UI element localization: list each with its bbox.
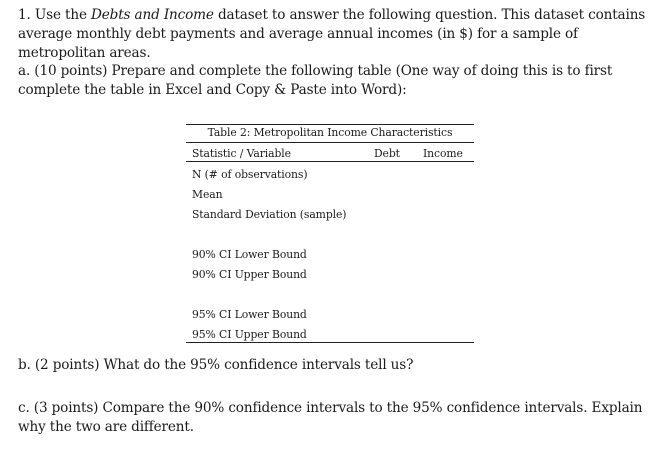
table-caption: Table 2: Metropolitan Income Characteristics [207,126,453,139]
row-label-n: N (# of observations) [192,168,308,181]
row-label-95-upper: 95% CI Upper Bound [192,328,307,341]
part-a-text: a. (10 points) Prepare and complete the following table (One way of doing this is to first complete the table in Excel and Copy & Paste into Word): [18,63,613,98]
part-b-text: b. (2 points) What do the 95% confidence intervals tell us? [18,357,414,373]
table-bottom-rule [186,342,474,343]
caption-rule [186,142,474,143]
row-label-95-lower: 95% CI Lower Bound [192,308,307,321]
question-1-text [18,6,658,63]
row-label-mean: Mean [192,188,223,201]
question-1-suffix: dataset to answer the following question. This dataset contains average monthly debt payments and average annual incomes (in $) for a sample of metropolitan areas. [18,7,646,61]
part-c-text: c. (3 points) Compare the 90% confidence intervals to the 95% confidence intervals. Explain why the two are different. [18,400,643,435]
table-top-rule [186,124,474,125]
header-rule [186,161,474,162]
row-label-std-dev: Standard Deviation (sample) [192,208,347,221]
header-income: Income [423,147,463,160]
dataset-name: Debts and Income [91,7,214,23]
row-label-90-lower: 90% CI Lower Bound [192,248,307,261]
header-debt: Debt [374,147,400,160]
question-1-prefix: 1. Use the [18,7,92,23]
header-statistic: Statistic / Variable [192,147,291,160]
row-label-90-upper: 90% CI Upper Bound [192,268,307,281]
